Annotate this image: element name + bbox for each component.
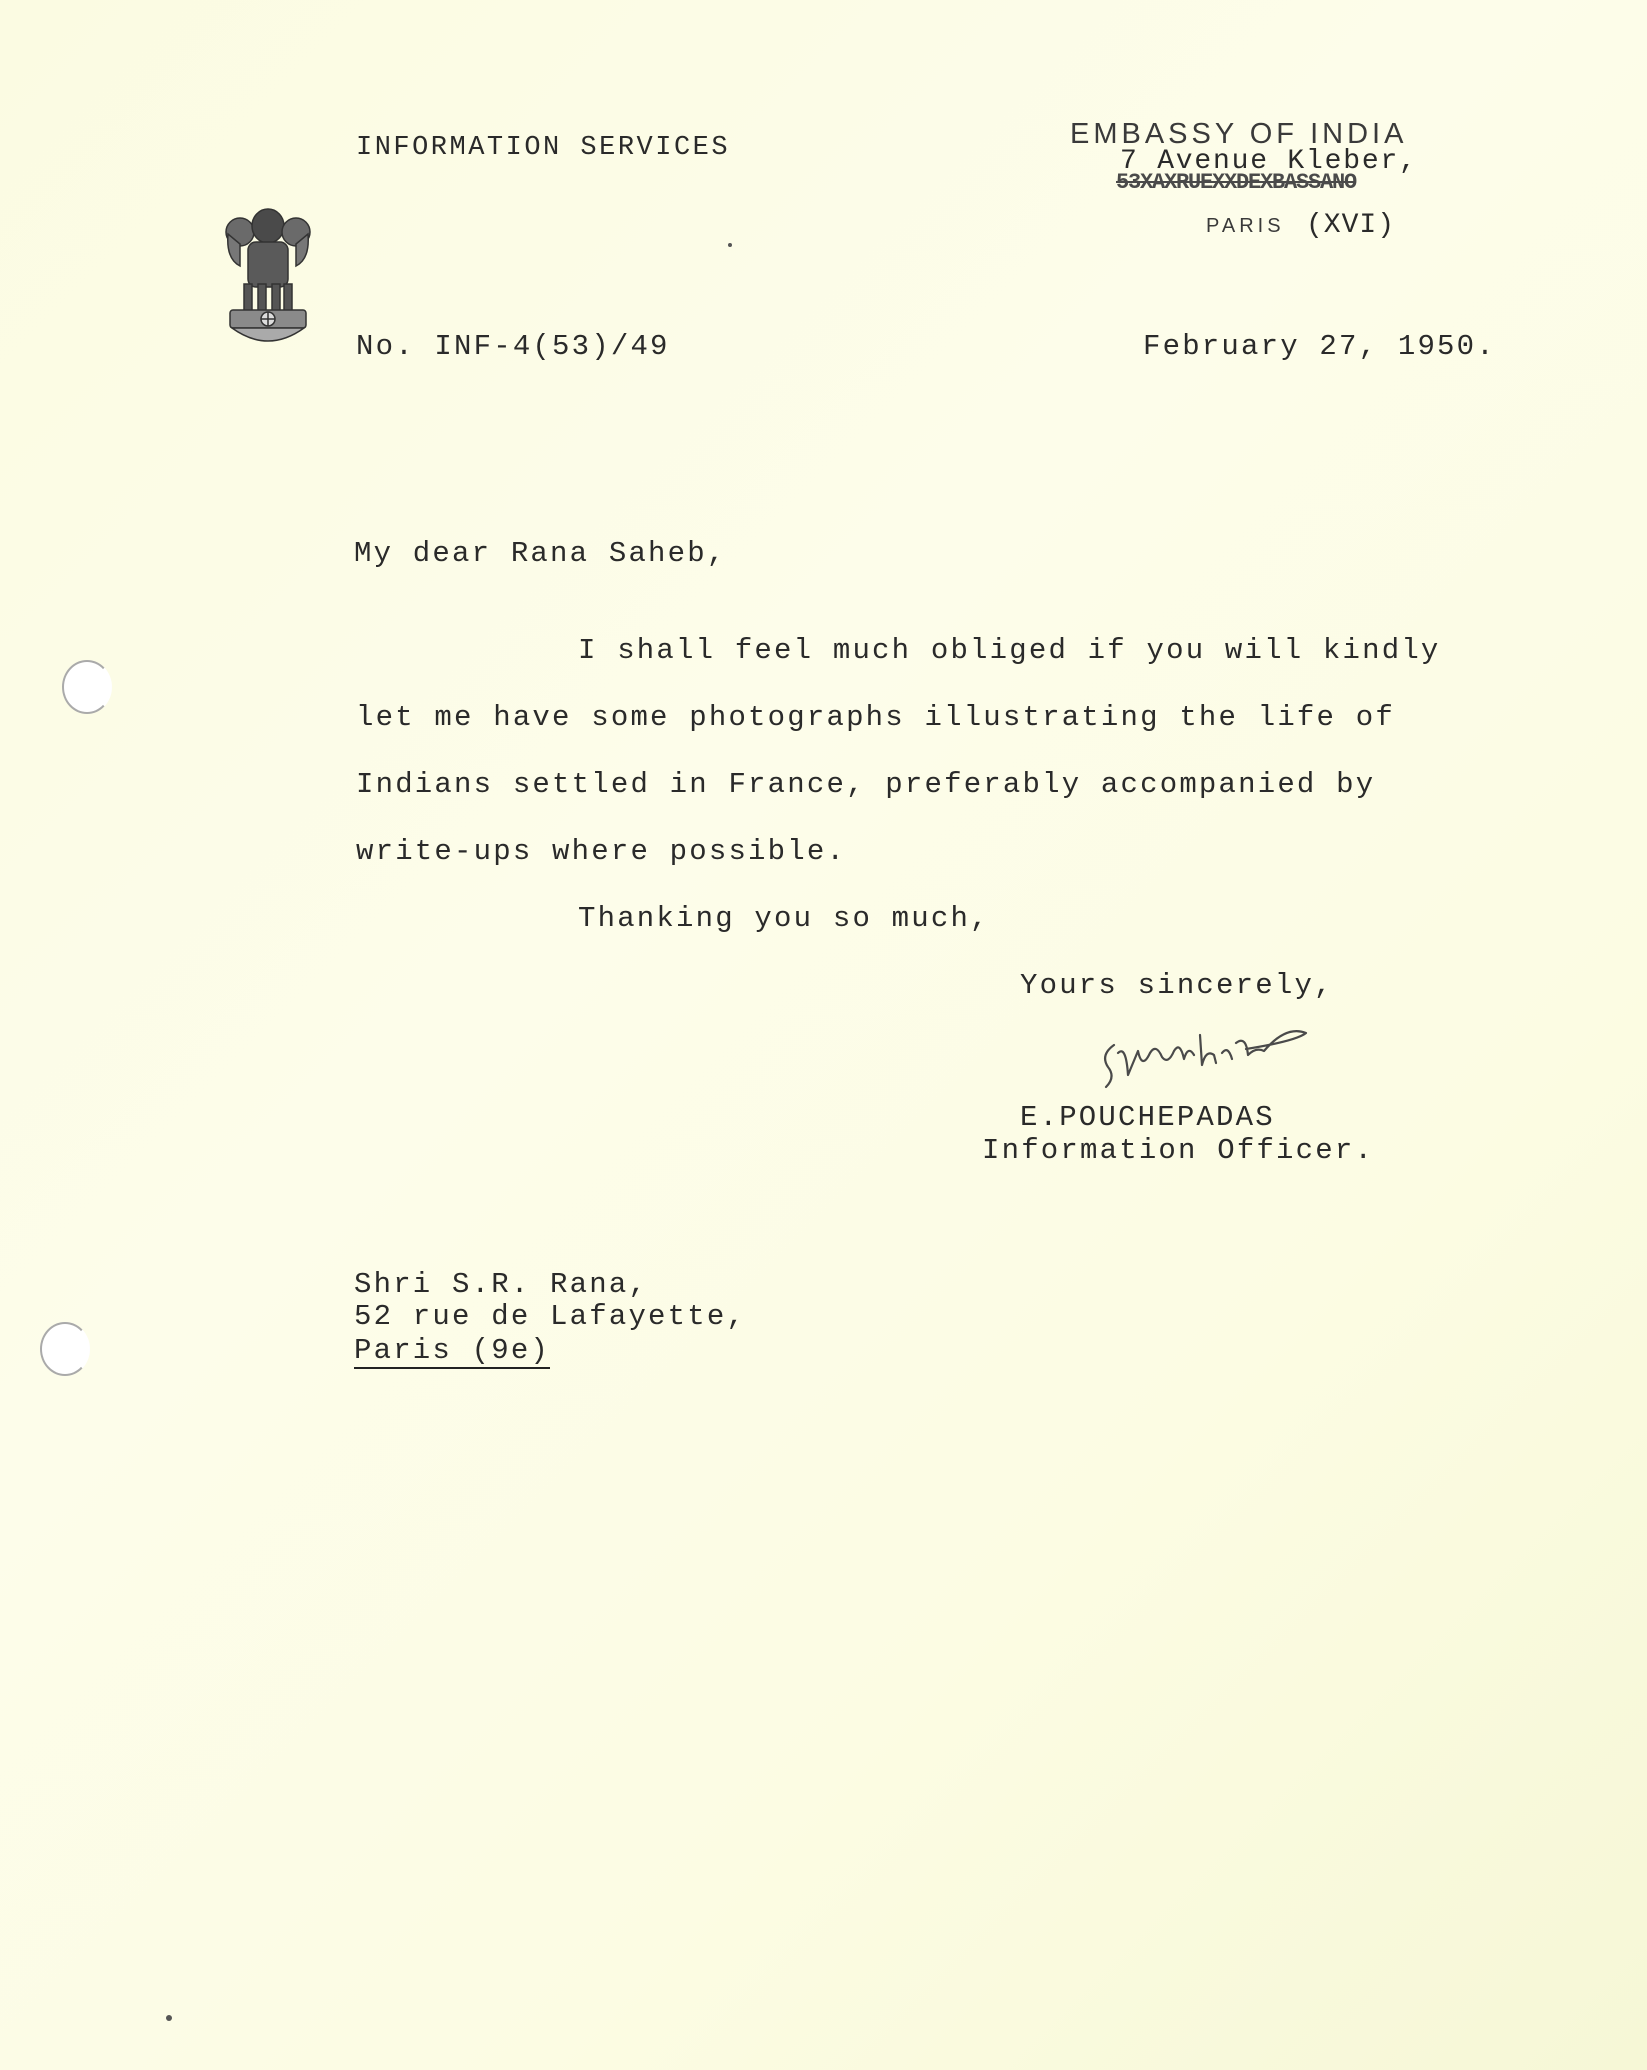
recipient-street: 52 rue de Lafayette, xyxy=(354,1300,747,1333)
body-line: let me have some photographs illustrating the life of xyxy=(356,701,1395,734)
punch-hole-top xyxy=(62,660,112,714)
body-line: write-ups where possible. xyxy=(356,835,847,868)
punch-hole-bottom xyxy=(40,1322,90,1376)
embassy-city: PARIS xyxy=(1206,215,1285,237)
recipient-name: Shri S.R. Rana, xyxy=(354,1268,649,1301)
letter-date: February 27, 1950. xyxy=(1143,330,1496,363)
embassy-arrondissement: (XVI) xyxy=(1306,210,1396,241)
handwritten-signature-icon xyxy=(1096,1015,1326,1105)
embassy-address-typed: 7 Avenue Kleber, xyxy=(1120,146,1418,177)
body-line: I shall feel much obliged if you will kindly xyxy=(578,634,1441,667)
paper-speck xyxy=(728,243,732,247)
paper-speck xyxy=(166,2015,172,2021)
salutation: My dear Rana Saheb, xyxy=(354,537,727,570)
department-heading: INFORMATION SERVICES xyxy=(356,133,731,163)
signer-title: Information Officer. xyxy=(982,1134,1375,1167)
national-emblem-icon xyxy=(218,204,318,354)
embassy-address-struck: 53XAXRUEXXDEXBASSANO xyxy=(1116,170,1357,195)
recipient-city: Paris (9e) xyxy=(354,1334,551,1367)
reference-number: No. INF-4(53)/49 xyxy=(356,330,670,363)
signer-name: E.POUCHEPADAS xyxy=(1020,1101,1275,1134)
thanks-line: Thanking you so much, xyxy=(578,902,990,935)
closing: Yours sincerely, xyxy=(1020,969,1334,1002)
embassy-heading: EMBASSY OF INDIA xyxy=(1070,118,1408,150)
body-line: Indians settled in France, preferably accompanied by xyxy=(356,768,1376,801)
